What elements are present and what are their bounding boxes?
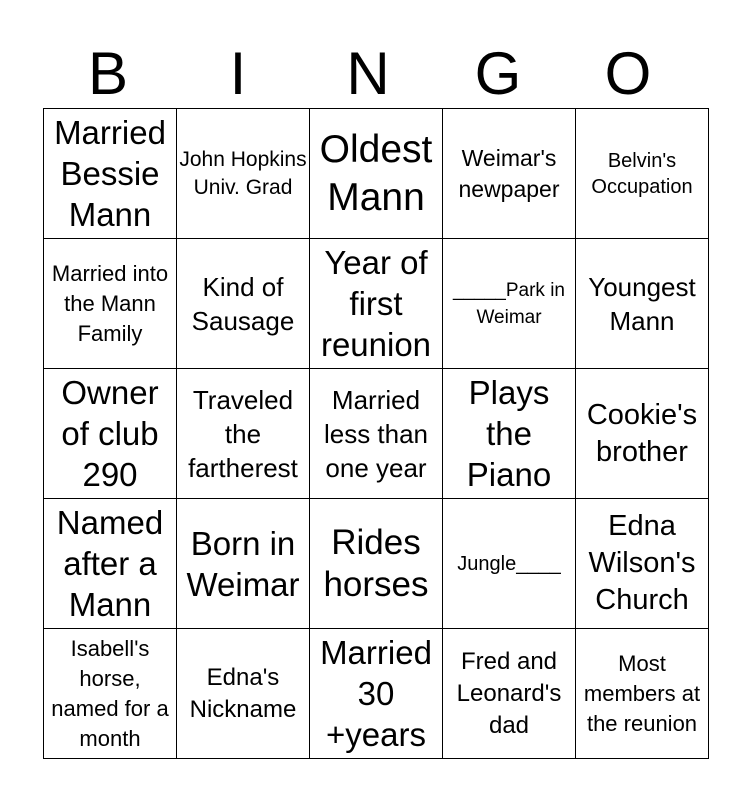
board-row	[44, 369, 709, 499]
board-row	[44, 239, 709, 369]
cell-text: Youngest Mann	[588, 271, 696, 336]
bingo-cell[interactable]	[177, 239, 310, 369]
bingo-cell[interactable]	[177, 629, 310, 759]
bingo-cell[interactable]	[443, 369, 576, 499]
cell-text: Named after a Mann	[56, 504, 164, 623]
cell-text: Traveled the fartherest	[188, 384, 298, 483]
header-letter-i: I	[229, 40, 247, 107]
cell-text: Married 30 +years	[320, 634, 432, 753]
cell-text: Year of first reunion	[320, 244, 432, 363]
bingo-cell[interactable]	[44, 369, 177, 499]
bingo-cell[interactable]	[576, 499, 709, 629]
header-letter-o: O	[604, 40, 652, 107]
bingo-header	[43, 40, 693, 108]
cell-text: Cookie's brother	[586, 398, 698, 468]
cell-text: Rides horses	[323, 522, 429, 604]
bingo-cell[interactable]	[310, 629, 443, 759]
cell-text: Weimar's newpaper	[458, 144, 560, 202]
cell-text: Plays the Piano	[466, 374, 552, 493]
bingo-cell[interactable]	[310, 239, 443, 369]
bingo-board	[43, 108, 709, 759]
cell-text: Edna's Nickname	[189, 663, 297, 723]
cell-text: Married less than one year	[323, 384, 429, 483]
bingo-cell[interactable]	[177, 369, 310, 499]
cell-text: Jungle____	[457, 552, 561, 575]
bingo-cell[interactable]	[576, 239, 709, 369]
cell-text: Owner of club 290	[61, 374, 159, 493]
cell-text: Oldest Mann	[319, 127, 433, 219]
bingo-cell[interactable]	[576, 629, 709, 759]
cell-text: John Hopkins Univ. Grad	[179, 147, 307, 199]
cell-text: Married into the Mann Family	[51, 260, 169, 346]
bingo-cell[interactable]	[576, 369, 709, 499]
bingo-cell[interactable]	[443, 109, 576, 239]
cell-text: Fred and Leonard's dad	[456, 647, 562, 739]
bingo-cell[interactable]	[44, 629, 177, 759]
board-row	[44, 499, 709, 629]
header-letter-b: B	[87, 40, 129, 107]
cell-text: _____Park in Weimar	[453, 279, 565, 328]
bingo-cell[interactable]	[44, 499, 177, 629]
bingo-cell[interactable]	[443, 499, 576, 629]
cell-text: Most members at the reunion	[583, 650, 701, 736]
bingo-cell[interactable]	[310, 369, 443, 499]
bingo-cell[interactable]	[177, 499, 310, 629]
bingo-cell[interactable]	[310, 109, 443, 239]
header-letter-g: G	[474, 40, 522, 107]
cell-text: Isabell's horse, named for a month	[51, 635, 169, 751]
bingo-cell[interactable]	[576, 109, 709, 239]
board-row	[44, 109, 709, 239]
bingo-cell[interactable]	[44, 109, 177, 239]
bingo-cell[interactable]	[443, 239, 576, 369]
board-row	[44, 629, 709, 759]
cell-text: Married Bessie Mann	[54, 114, 166, 233]
bingo-cell[interactable]	[44, 239, 177, 369]
bingo-cell[interactable]	[443, 629, 576, 759]
cell-text: Edna Wilson's Church	[588, 510, 696, 616]
cell-text: Born in Weimar	[186, 524, 300, 603]
cell-text: Kind of Sausage	[191, 271, 295, 336]
cell-text: Belvin's Occupation	[591, 149, 693, 198]
bingo-cell[interactable]	[310, 499, 443, 629]
bingo-cell[interactable]	[177, 109, 310, 239]
header-letter-n: N	[346, 40, 390, 107]
